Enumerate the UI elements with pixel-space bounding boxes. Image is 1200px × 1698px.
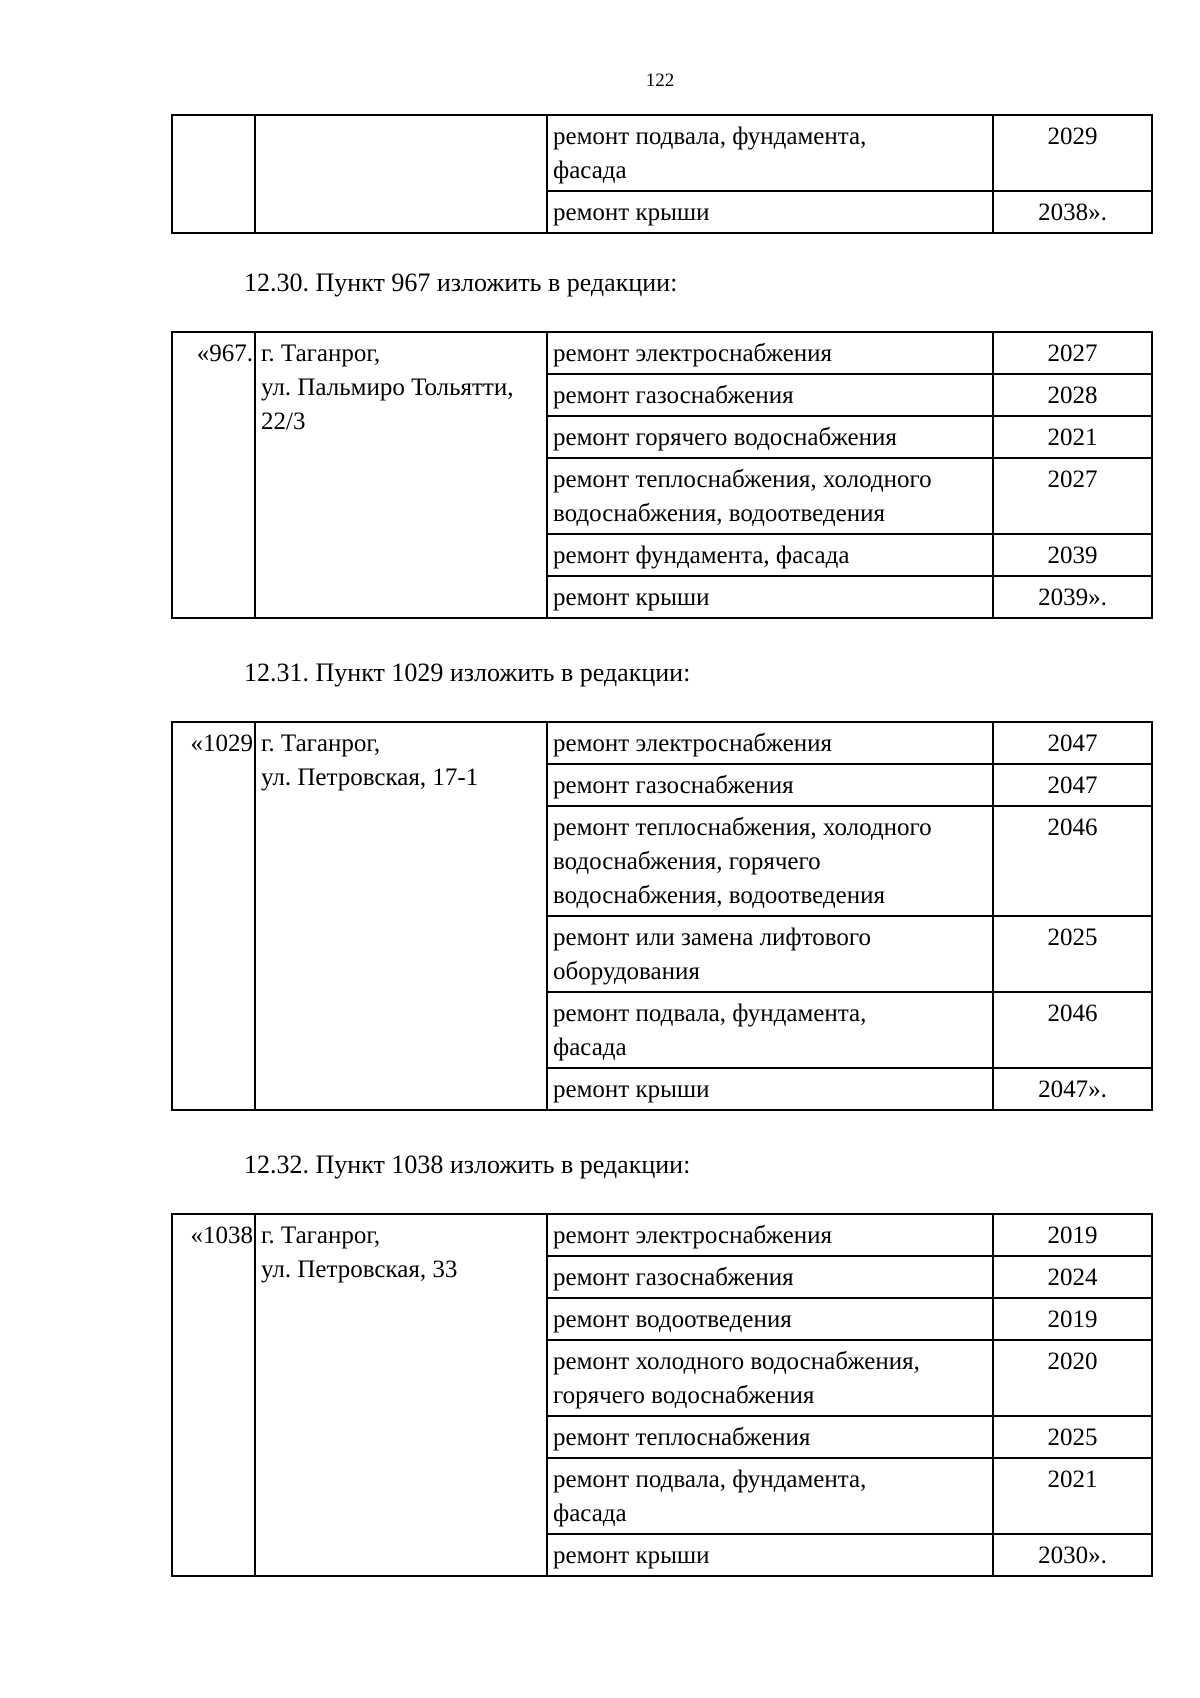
work-type-cell [547,722,993,764]
work-type-cell [547,1298,993,1340]
address-line: ул. Пальмиро Тольятти, [261,374,514,401]
work-type-line: оборудования [553,958,700,985]
work-type-cell [547,992,993,1068]
work-type-cell [547,1068,993,1110]
work-type-line: фасада [553,1500,627,1527]
planned-year: 2019 [993,1298,1152,1340]
item-number [173,116,253,120]
work-type-line: ремонт водоотведения [553,1306,792,1333]
page-number: 122 [645,70,675,91]
address-line: г. Таганрог, [261,340,381,367]
work-type-cell [547,115,993,191]
item-number-cell [172,332,255,618]
work-type-cell [547,1416,993,1458]
repair-schedule-table [171,721,1153,1111]
work-type-line: горячего водоснабжения [553,1382,815,1409]
planned-year: 2038». [993,191,1152,233]
planned-year: 2025 [993,916,1152,992]
address-line: ул. Петровская, 33 [261,1256,458,1283]
work-type-line: ремонт крыши [553,1076,710,1103]
item-number: «1029 [190,730,253,757]
work-type-cell [547,374,993,416]
planned-year: 2047». [993,1068,1152,1110]
table-row [172,115,1152,191]
work-type-line: ремонт газоснабжения [553,382,794,409]
item-number-cell [172,115,255,233]
work-type-cell [547,1458,993,1534]
planned-year: 2039 [993,534,1152,576]
repair-schedule-table [171,1213,1153,1577]
planned-year: 2030». [993,1534,1152,1576]
work-type-line: водоснабжения, горячего [553,848,821,875]
planned-year: 2027 [993,332,1152,374]
address-line: ул. Петровская, 17-1 [261,764,479,791]
work-type-line: ремонт электроснабжения [553,1222,832,1249]
work-type-line: ремонт электроснабжения [553,730,832,757]
work-type-line: ремонт электроснабжения [553,340,832,367]
table-row [172,1214,1152,1256]
address-cell [255,115,547,233]
address-cell [255,1214,547,1576]
planned-year: 2019 [993,1214,1152,1256]
planned-year: 2024 [993,1256,1152,1298]
work-type-cell [547,1214,993,1256]
work-type-line: ремонт теплоснабжения, холодного [553,814,932,841]
work-type-cell [547,1256,993,1298]
work-type-line: ремонт подвала, фундамента, [553,1466,867,1493]
work-type-line: фасада [553,1034,627,1061]
planned-year: 2047 [993,722,1152,764]
planned-year: 2039». [993,576,1152,618]
item-number: «967. [196,340,253,367]
work-type-cell [547,1534,993,1576]
planned-year: 2027 [993,458,1152,534]
item-number-cell [172,722,255,1110]
address-line: 22/3 [261,408,306,435]
item-number-cell [172,1214,255,1576]
work-type-line: ремонт теплоснабжения [553,1424,811,1451]
work-type-cell [547,416,993,458]
address-cell [255,722,547,1110]
work-type-cell [547,534,993,576]
table-row [172,332,1152,374]
planned-year: 2025 [993,1416,1152,1458]
planned-year: 2021 [993,1458,1152,1534]
planned-year: 2021 [993,416,1152,458]
work-type-cell [547,764,993,806]
work-type-line: ремонт горячего водоснабжения [553,424,897,451]
repair-schedule-table [171,331,1153,619]
work-type-line: ремонт холодного водоснабжения, [553,1348,920,1375]
planned-year: 2047 [993,764,1152,806]
work-type-line: ремонт или замена лифтового [553,924,871,951]
work-type-line: ремонт газоснабжения [553,1264,794,1291]
work-type-cell [547,916,993,992]
work-type-line: фасада [553,157,627,184]
planned-year: 2046 [993,992,1152,1068]
work-type-cell [547,806,993,916]
work-type-cell [547,576,993,618]
work-type-line: ремонт подвала, фундамента, [553,1000,867,1027]
work-type-line: ремонт крыши [553,199,710,226]
work-type-line: ремонт газоснабжения [553,772,794,799]
item-number: «1038 [190,1222,253,1249]
table-row [172,722,1152,764]
work-type-cell [547,332,993,374]
work-type-line: ремонт крыши [553,584,710,611]
section-heading: 12.32. Пункт 1038 изложить в редакции: [244,1150,691,1179]
work-type-line: ремонт фундамента, фасада [553,542,850,569]
work-type-line: водоснабжения, водоотведения [553,500,885,527]
work-type-line: ремонт подвала, фундамента, [553,123,867,150]
planned-year: 2028 [993,374,1152,416]
planned-year: 2020 [993,1340,1152,1416]
address-cell [255,332,547,618]
work-type-line: водоснабжения, водоотведения [553,882,885,909]
repair-schedule-table [171,114,1153,234]
work-type-line: ремонт крыши [553,1542,710,1569]
planned-year: 2029 [993,115,1152,191]
section-heading: 12.31. Пункт 1029 изложить в редакции: [244,658,691,687]
work-type-line: ремонт теплоснабжения, холодного [553,466,932,493]
address-line: г. Таганрог, [261,730,381,757]
work-type-cell [547,1340,993,1416]
work-type-cell [547,191,993,233]
work-type-cell [547,458,993,534]
planned-year: 2046 [993,806,1152,916]
address-line: г. Таганрог, [261,1222,381,1249]
section-heading: 12.30. Пункт 967 изложить в редакции: [244,268,678,297]
